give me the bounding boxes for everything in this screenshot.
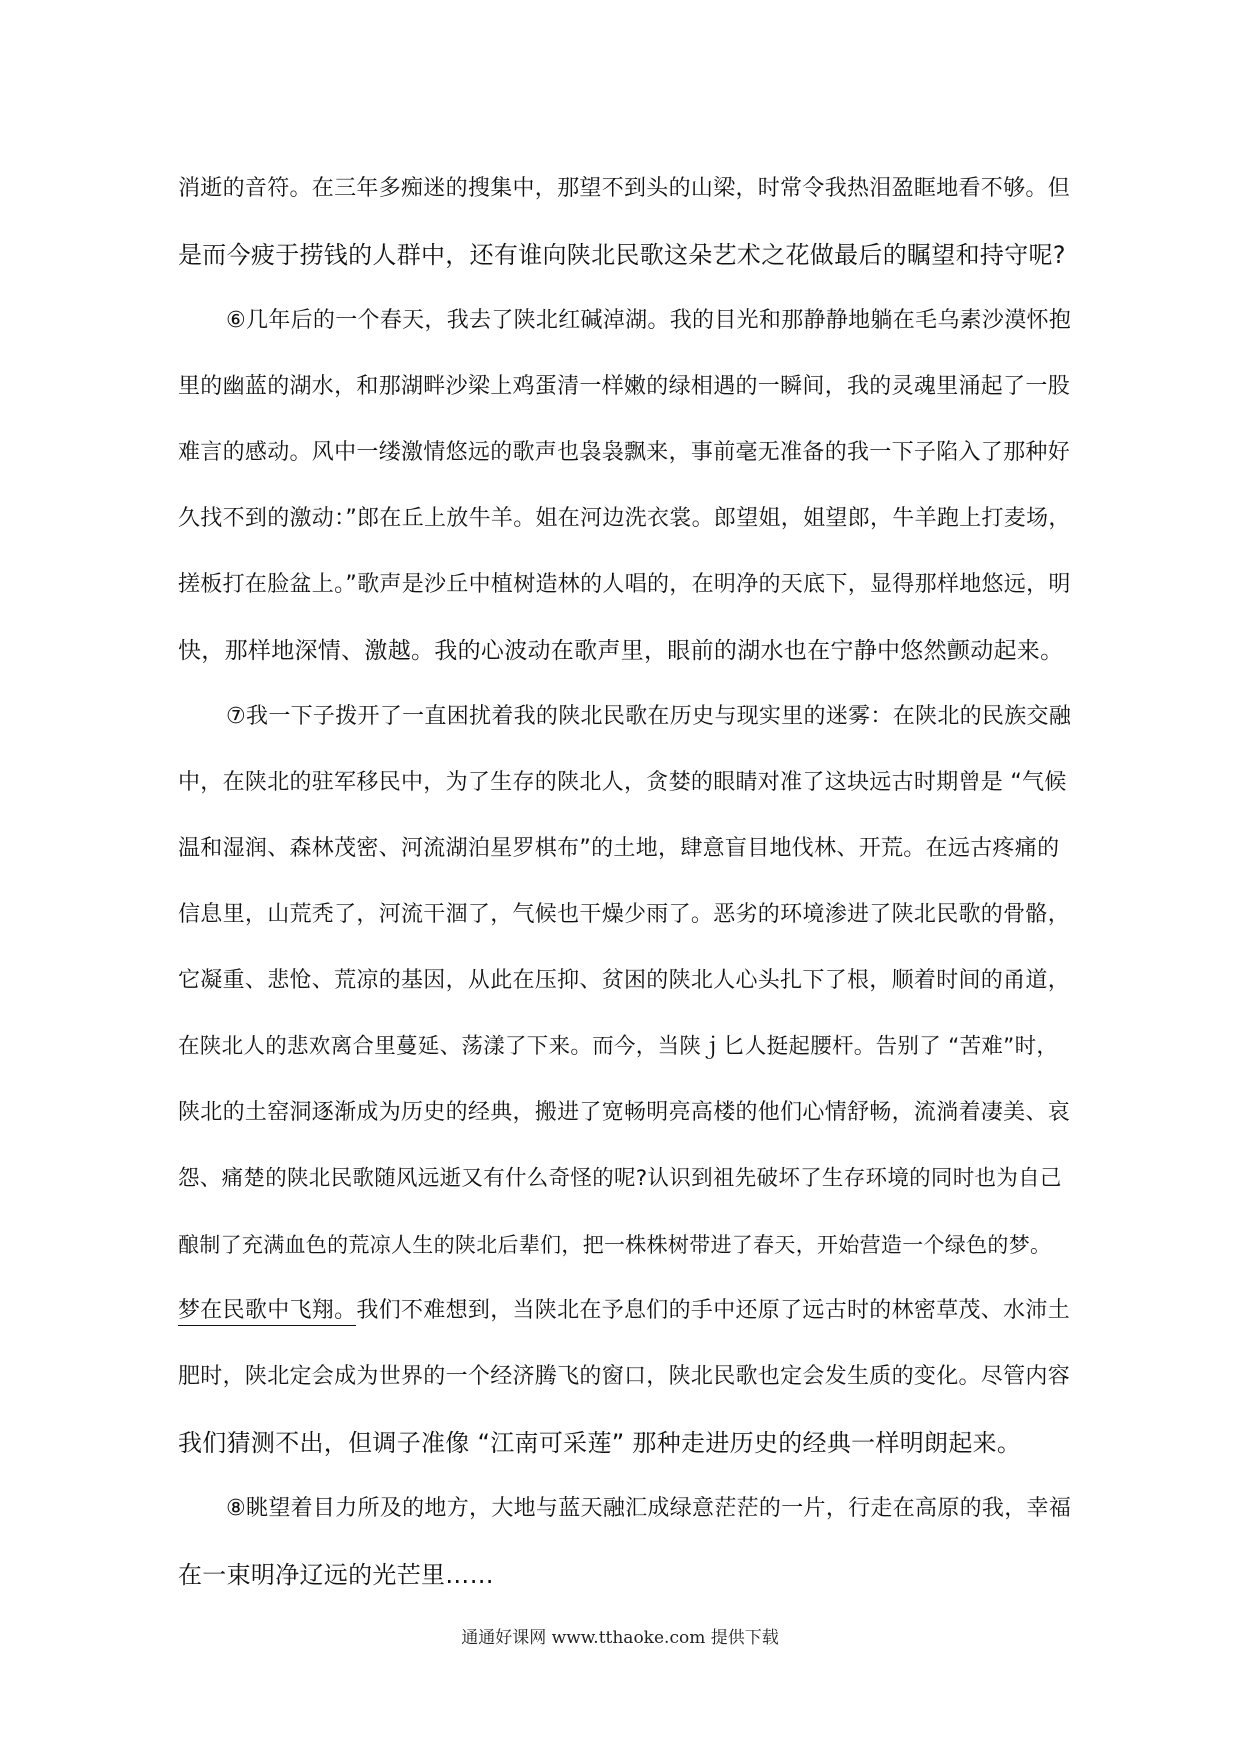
text-line: 难言的感动。风中一缕激情悠远的歌声也袅袅飘来，事前毫无准备的我一下子陷入了那种好	[178, 440, 1071, 465]
text-run: ⑥几年后的一个春天，我去了陕北红碱淖湖。我的目光和那静静地躺在毛乌素沙漠怀抱	[226, 308, 1072, 333]
paragraph-6-line	[178, 288, 1071, 354]
text-line: 在陕北人的悲欢离合里蔓延、荡漾了下来。而今，当陕ｊ匕人挺起腰杆。告别了 “苦难”时，	[178, 1034, 1059, 1059]
text-run: ⑧眺望着目力所及的地方，大地与蓝天融汇成绿意茫茫的一片，行走在高原的我，幸福	[226, 1496, 1072, 1521]
text-line: 中，在陕北的驻军移民中，为了生存的陕北人，贪婪的眼睛对准了这块远古时期曾是 “气候	[178, 770, 1067, 795]
text-line: 酿制了充满血色的荒凉人生的陕北后辈们，把一株株树带进了春天，开始营造一个绿色的梦。	[178, 1233, 1052, 1257]
paragraph-8-line	[178, 1476, 1071, 1542]
paragraph-7-line	[178, 684, 1071, 750]
text-line: 久找不到的激动：”郎在丘上放牛羊。姐在河边洗衣裳。郎望姐，姐望郎，牛羊跑上打麦场，	[178, 506, 1071, 531]
text-run: 我们不难想到，当陕北在予息们的手中还原了远古时的林密草茂、水沛土	[356, 1298, 1071, 1323]
underlined-sentence: 梦在民歌中飞翔。	[178, 1298, 356, 1326]
text-line: 快，那样地深情、激越。我的心波动在歌声里，眼前的湖水也在宁静中悠然颤动起来。	[178, 638, 1064, 664]
text-line: 温和湿润、森林茂密、河流湖泊星罗棋布”的土地，肆意盲目地伐林、开荒。在远古疼痛的	[178, 836, 1060, 861]
text-line: 信息里，山荒秃了，河流干涸了，气候也干燥少雨了。恶劣的环境渗进了陕北民歌的骨骼，	[178, 902, 1071, 927]
page-footer: 通通好课网 www.tthaoke.com 提供下载	[461, 1628, 779, 1648]
text-run: ⑦我一下子拨开了一直困扰着我的陕北民歌在历史与现实里的迷雾：在陕北的民族交融	[226, 704, 1072, 729]
text-line	[178, 1278, 1071, 1344]
text-line: 我们猜测不出，但调子准像 “江南可采莲” 那种走进历史的经典一样明朗起来。	[178, 1429, 1022, 1457]
text-line: 陕北的土窑洞逐渐成为历史的经典，搬进了宽畅明亮高楼的他们心情舒畅，流淌着凄美、哀	[178, 1100, 1071, 1125]
text-line: 肥时，陕北定会成为世界的一个经济腾飞的窗口，陕北民歌也定会发生质的变化。尽管内容	[178, 1364, 1071, 1389]
text-line: 是而今疲于捞钱的人群中，还有谁向陕北民歌这朵艺术之花做最后的瞩望和持守呢?	[178, 241, 1066, 269]
text-line: 怨、痛楚的陕北民歌随风远逝又有什么奇怪的呢?认识到祖先破坏了生存环境的同时也为自己	[178, 1166, 1062, 1191]
text-line: 消逝的音符。在三年多痴迷的搜集中，那望不到头的山梁，时常令我热泪盈眶地看不够。但	[178, 176, 1071, 201]
text-line: 在一束明净辽远的光芒里……	[178, 1561, 494, 1589]
article-body	[178, 156, 1071, 1608]
text-line: 里的幽蓝的湖水，和那湖畔沙梁上鸡蛋清一样嫩的绿相遇的一瞬间，我的灵魂里涌起了一股	[178, 374, 1071, 399]
text-line: 搓板打在脸盆上。”歌声是沙丘中植树造林的人唱的，在明净的天底下，显得那样地悠远，明	[178, 572, 1071, 597]
text-line: 它凝重、悲怆、荒凉的基因，从此在压抑、贫困的陕北人心头扎下了根，顺着时间的甬道，	[178, 968, 1071, 993]
